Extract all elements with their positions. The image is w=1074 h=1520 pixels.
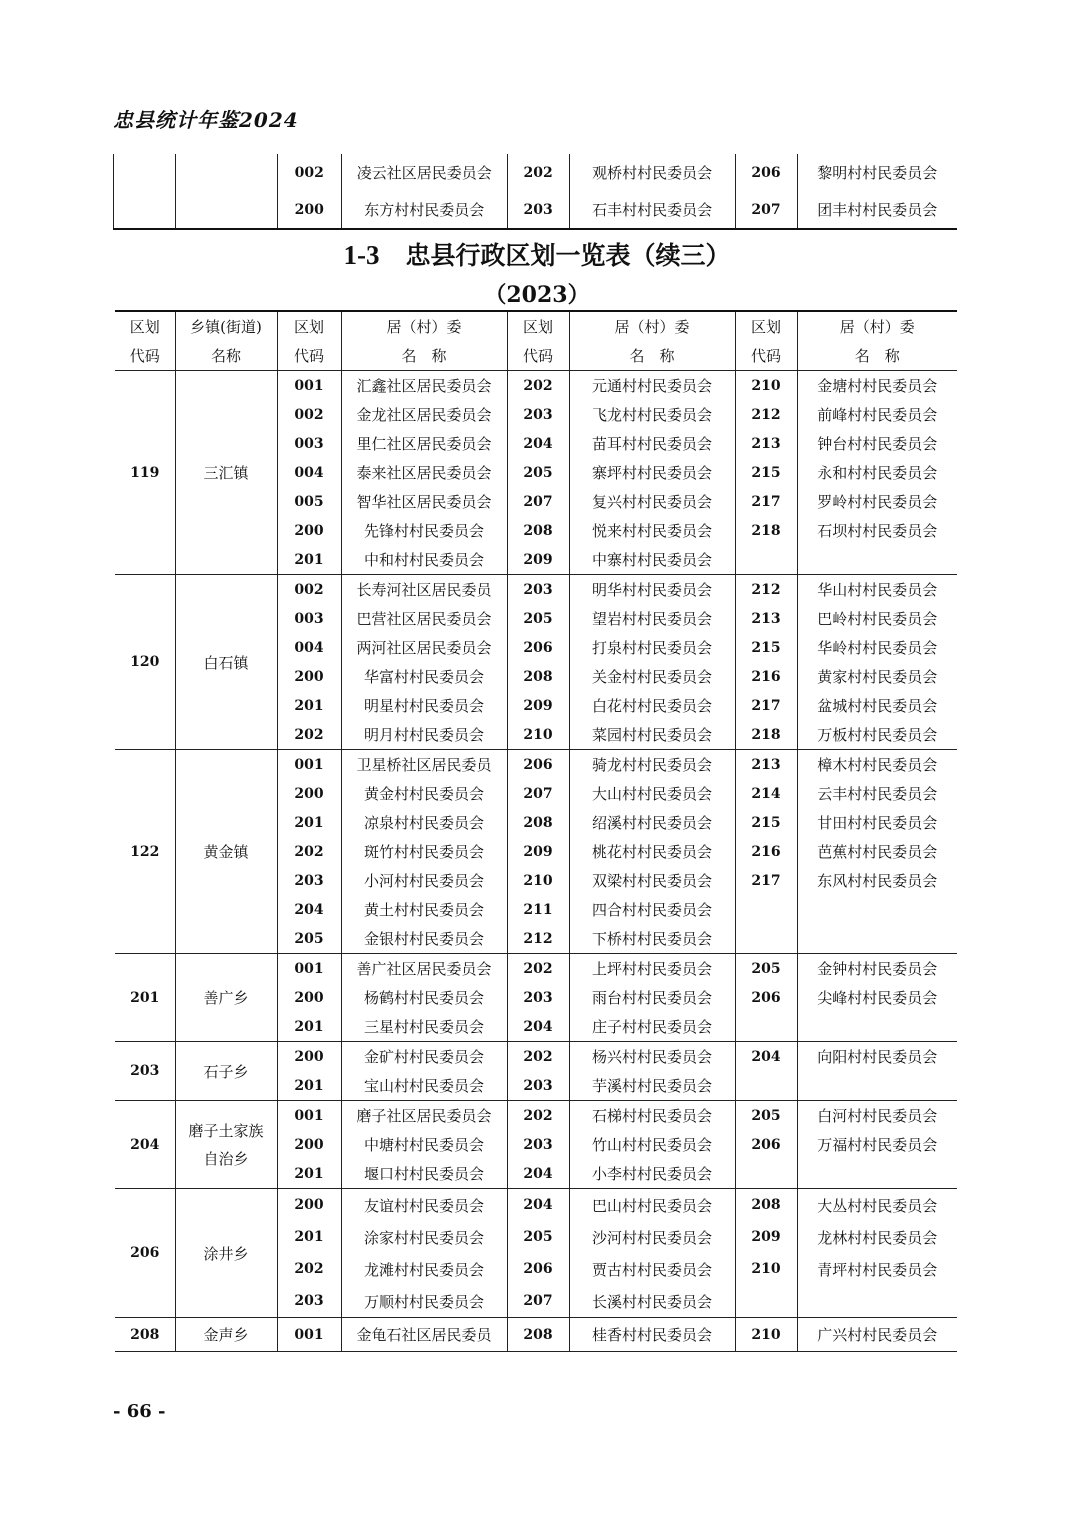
division-code-cell: 206 — [507, 750, 569, 780]
committee-name-cell: 东方村村民委员会 — [341, 191, 507, 229]
division-code-cell: 203 — [277, 1285, 341, 1318]
header-cell: 代码 — [735, 340, 797, 371]
division-code-cell: 001 — [277, 750, 341, 780]
division-code-cell: 210 — [735, 1253, 797, 1285]
committee-name-cell: 里仁社区居民委员会 — [341, 429, 507, 458]
division-code-cell: 209 — [507, 691, 569, 720]
division-code-cell: 202 — [507, 1101, 569, 1131]
committee-name-cell: 杨鹤村村民委员会 — [341, 983, 507, 1012]
committee-name-cell: 明月村村民委员会 — [341, 720, 507, 750]
committee-name-cell: 龙林村村民委员会 — [797, 1221, 957, 1253]
division-code-cell: 201 — [277, 545, 341, 575]
division-code-cell: 206 — [735, 983, 797, 1012]
division-code-cell: 205 — [277, 924, 341, 954]
header-cell: 区划 — [735, 311, 797, 340]
committee-name-cell: 关金村村民委员会 — [569, 662, 735, 691]
table-row — [114, 154, 958, 191]
header-cell: 居（村）委 — [341, 311, 507, 340]
header-cell: 区划 — [129, 317, 160, 336]
header-cell: 区划 — [277, 311, 341, 340]
committee-name-cell: 黎明村村民委员会 — [797, 154, 957, 191]
division-code-cell: 205 — [507, 1221, 569, 1253]
division-code-cell: 003 — [277, 429, 341, 458]
division-code-cell: 202 — [507, 954, 569, 984]
division-code-cell: 200 — [277, 1189, 341, 1222]
committee-name-cell: 斑竹村村民委员会 — [341, 837, 507, 866]
committee-name-cell: 明星村村民委员会 — [341, 691, 507, 720]
committee-name-cell — [797, 545, 957, 575]
committee-name-cell: 三星村村民委员会 — [341, 1012, 507, 1042]
header-row-2 — [115, 340, 957, 371]
division-code-cell: 208 — [507, 808, 569, 837]
division-code-cell: 002 — [277, 154, 341, 191]
township-code-cell: 208 — [115, 1318, 175, 1352]
division-code-cell: 212 — [735, 575, 797, 605]
division-code-cell: 208 — [735, 1189, 797, 1222]
division-code-cell: 209 — [735, 1221, 797, 1253]
division-code-cell: 001 — [277, 1101, 341, 1131]
division-table — [115, 310, 957, 1352]
division-code-cell — [735, 924, 797, 954]
committee-name-cell: 智华社区居民委员会 — [341, 487, 507, 516]
committee-name-cell: 庄子村村民委员会 — [569, 1012, 735, 1042]
township-code-cell: 204 — [115, 1101, 175, 1189]
division-code-cell: 203 — [507, 983, 569, 1012]
division-code-cell: 207 — [507, 1285, 569, 1318]
committee-name-cell: 复兴村村民委员会 — [569, 487, 735, 516]
division-code-cell: 204 — [507, 1159, 569, 1189]
division-code-cell: 211 — [507, 895, 569, 924]
committee-name-cell: 磨子社区居民委员会 — [341, 1101, 507, 1131]
committee-name-cell: 中塘村村民委员会 — [341, 1130, 507, 1159]
committee-name-cell: 善广社区居民委员会 — [341, 954, 507, 984]
division-code-cell: 212 — [507, 924, 569, 954]
division-code-cell: 001 — [277, 1318, 341, 1352]
division-code-cell: 204 — [507, 1012, 569, 1042]
committee-name-cell: 团丰村村民委员会 — [797, 191, 957, 229]
division-code-cell: 209 — [507, 837, 569, 866]
committee-name-cell: 望岩村村民委员会 — [569, 604, 735, 633]
division-code-cell: 213 — [735, 604, 797, 633]
committee-name-cell — [797, 1159, 957, 1189]
committee-name-cell: 黄家村村民委员会 — [797, 662, 957, 691]
committee-name-cell: 尖峰村村民委员会 — [797, 983, 957, 1012]
committee-name-cell: 桃花村村民委员会 — [569, 837, 735, 866]
header-cell: 名 称 — [797, 340, 957, 371]
committee-name-cell: 巴营社区居民委员会 — [341, 604, 507, 633]
committee-name-cell: 金矿村村民委员会 — [341, 1042, 507, 1072]
committee-name-cell: 寨坪村村民委员会 — [569, 458, 735, 487]
committee-name-cell: 雨台村村民委员会 — [569, 983, 735, 1012]
committee-name-cell: 友谊村村民委员会 — [341, 1189, 507, 1222]
header-cell: 乡镇(街道) — [175, 311, 277, 340]
table-row — [115, 1101, 957, 1131]
header-cell: 区划 — [507, 311, 569, 340]
division-code-cell: 203 — [507, 1130, 569, 1159]
committee-name-cell: 石坝村村民委员会 — [797, 516, 957, 545]
committee-name-cell: 骑龙村村民委员会 — [569, 750, 735, 780]
division-code-cell: 217 — [735, 866, 797, 895]
committee-name-cell — [797, 1012, 957, 1042]
division-code-cell: 200 — [277, 1130, 341, 1159]
township-code-cell: 201 — [115, 954, 175, 1042]
committee-name-cell: 金龟石社区居民委员 — [341, 1318, 507, 1352]
committee-name-cell: 桂香村村民委员会 — [569, 1318, 735, 1352]
table-year: （2023） — [484, 282, 590, 308]
header-cell: 名称 — [175, 340, 277, 371]
division-code-cell: 209 — [507, 545, 569, 575]
division-code-cell: 202 — [507, 1042, 569, 1072]
header-cell: 代码 — [129, 346, 160, 365]
division-code-cell: 204 — [507, 429, 569, 458]
township-name-cell — [175, 1101, 277, 1189]
township-code-cell: 203 — [115, 1042, 175, 1101]
committee-name-cell: 永和村村民委员会 — [797, 458, 957, 487]
committee-name-cell: 万福村村民委员会 — [797, 1130, 957, 1159]
division-code-cell: 001 — [277, 371, 341, 401]
division-code-cell: 205 — [507, 604, 569, 633]
committee-name-cell: 飞龙村村民委员会 — [569, 400, 735, 429]
division-code-cell: 210 — [735, 1318, 797, 1352]
division-code-cell: 208 — [507, 1318, 569, 1352]
division-code-cell: 002 — [277, 400, 341, 429]
township-name-cell: 金声乡 — [175, 1318, 277, 1352]
division-code-cell: 201 — [277, 1221, 341, 1253]
division-code-cell: 204 — [507, 1189, 569, 1222]
division-code-cell: 202 — [507, 154, 569, 191]
division-code-cell: 203 — [507, 575, 569, 605]
empty-code-cell — [114, 154, 176, 229]
committee-name-cell: 樟木村村民委员会 — [797, 750, 957, 780]
committee-name-cell: 凌云社区居民委员会 — [341, 154, 507, 191]
committee-name-cell: 上坪村村民委员会 — [569, 954, 735, 984]
committee-name-cell: 黄金村村民委员会 — [341, 779, 507, 808]
committee-name-cell: 长寿河社区居民委员 — [341, 575, 507, 605]
division-code-cell: 201 — [277, 691, 341, 720]
division-code-cell: 201 — [277, 808, 341, 837]
committee-name-cell: 卫星桥社区居民委员 — [341, 750, 507, 780]
committee-name-cell: 广兴村村民委员会 — [797, 1318, 957, 1352]
header-cell: 代码 — [277, 340, 341, 371]
township-name-cell: 黄金镇 — [175, 750, 277, 954]
committee-name-cell: 大丛村村民委员会 — [797, 1189, 957, 1222]
division-code-cell: 200 — [277, 516, 341, 545]
division-code-cell: 210 — [507, 866, 569, 895]
committee-name-cell: 凉泉村村民委员会 — [341, 808, 507, 837]
division-code-cell: 202 — [277, 720, 341, 750]
committee-name-cell: 盆城村村民委员会 — [797, 691, 957, 720]
committee-name-cell: 向阳村村民委员会 — [797, 1042, 957, 1072]
division-code-cell: 207 — [507, 487, 569, 516]
division-code-cell: 003 — [277, 604, 341, 633]
division-code-cell: 200 — [277, 191, 341, 229]
committee-name-cell: 东风村村民委员会 — [797, 866, 957, 895]
table-title-text: 忠县行政区划一览表（续三） — [405, 241, 731, 270]
division-code-cell: 210 — [735, 371, 797, 401]
committee-name-cell: 中寨村村民委员会 — [569, 545, 735, 575]
division-code-cell: 201 — [277, 1159, 341, 1189]
division-code-cell: 215 — [735, 808, 797, 837]
committee-name-cell: 两河社区居民委员会 — [341, 633, 507, 662]
township-name-cell: 石子乡 — [175, 1042, 277, 1101]
committee-name-cell: 贾古村村民委员会 — [569, 1253, 735, 1285]
committee-name-cell: 大山村村民委员会 — [569, 779, 735, 808]
committee-name-cell: 万板村村民委员会 — [797, 720, 957, 750]
division-code-cell — [735, 1012, 797, 1042]
division-code-cell: 213 — [735, 750, 797, 780]
division-code-cell: 210 — [507, 720, 569, 750]
division-code-cell: 217 — [735, 691, 797, 720]
header-cell: 居（村）委 — [797, 311, 957, 340]
committee-name-cell: 菜园村村民委员会 — [569, 720, 735, 750]
committee-name-cell — [797, 895, 957, 924]
table-row — [115, 1318, 957, 1352]
committee-name-cell: 华岭村村民委员会 — [797, 633, 957, 662]
table-row — [115, 1042, 957, 1072]
empty-name-cell — [175, 154, 277, 229]
committee-name-cell — [797, 1071, 957, 1101]
committee-name-cell: 打泉村村民委员会 — [569, 633, 735, 662]
committee-name-cell: 苗耳村村民委员会 — [569, 429, 735, 458]
page-number: - 66 - — [113, 1401, 166, 1422]
header-cell: 名 称 — [341, 340, 507, 371]
division-code-cell — [735, 1071, 797, 1101]
committee-name-cell: 堰口村村民委员会 — [341, 1159, 507, 1189]
division-code-cell: 200 — [277, 1042, 341, 1072]
table-row — [115, 575, 957, 605]
committee-name-cell: 竹山村村民委员会 — [569, 1130, 735, 1159]
committee-name-cell: 芭蕉村村民委员会 — [797, 837, 957, 866]
committee-name-cell: 绍溪村村民委员会 — [569, 808, 735, 837]
committee-name-cell: 巴山村村民委员会 — [569, 1189, 735, 1222]
division-code-cell: 202 — [507, 371, 569, 401]
committee-name-cell: 汇鑫社区居民委员会 — [341, 371, 507, 401]
division-code-cell — [735, 1159, 797, 1189]
division-code-cell: 207 — [507, 779, 569, 808]
division-code-cell — [735, 545, 797, 575]
division-code-cell: 204 — [735, 1042, 797, 1072]
committee-name-cell: 前峰村村民委员会 — [797, 400, 957, 429]
township-code-cell: 122 — [115, 750, 175, 954]
committee-name-cell — [797, 1285, 957, 1318]
committee-name-cell: 金龙社区居民委员会 — [341, 400, 507, 429]
committee-name-cell: 杨兴村村民委员会 — [569, 1042, 735, 1072]
committee-name-cell: 悦来村村民委员会 — [569, 516, 735, 545]
township-name-cell: 三汇镇 — [175, 371, 277, 575]
division-code-cell: 206 — [507, 1253, 569, 1285]
committee-name-cell: 石梯村村民委员会 — [569, 1101, 735, 1131]
committee-name-cell: 元通村村民委员会 — [569, 371, 735, 401]
header-cell: 代码 — [507, 340, 569, 371]
committee-name-cell: 万顺村村民委员会 — [341, 1285, 507, 1318]
header-cell: 居（村）委 — [569, 311, 735, 340]
committee-name-cell: 石丰村村民委员会 — [569, 191, 735, 229]
division-code-cell: 205 — [507, 458, 569, 487]
committee-name-cell: 小河村村民委员会 — [341, 866, 507, 895]
committee-name-cell: 云丰村村民委员会 — [797, 779, 957, 808]
committee-name-cell: 小李村村民委员会 — [569, 1159, 735, 1189]
committee-name-cell: 钟台村村民委员会 — [797, 429, 957, 458]
committee-name-cell: 芋溪村村民委员会 — [569, 1071, 735, 1101]
division-code-cell: 205 — [735, 1101, 797, 1131]
table-title — [0, 236, 1074, 272]
township-code-cell: 206 — [115, 1189, 175, 1318]
committee-name-cell: 明华村村民委员会 — [569, 575, 735, 605]
committee-name-cell: 中和村村民委员会 — [341, 545, 507, 575]
committee-name-cell: 巴岭村村民委员会 — [797, 604, 957, 633]
division-code-cell: 203 — [507, 400, 569, 429]
division-code-cell: 201 — [277, 1012, 341, 1042]
division-code-cell: 001 — [277, 954, 341, 984]
committee-name-cell: 龙滩村村民委员会 — [341, 1253, 507, 1285]
table-row — [115, 371, 957, 401]
division-code-cell: 216 — [735, 662, 797, 691]
running-head: 忠县统计年鉴2024 — [113, 108, 299, 132]
township-name-cell: 善广乡 — [175, 954, 277, 1042]
division-code-cell: 215 — [735, 633, 797, 662]
division-code-cell: 200 — [277, 983, 341, 1012]
committee-name-cell: 双梁村村民委员会 — [569, 866, 735, 895]
division-code-cell: 206 — [735, 154, 797, 191]
division-code-cell: 200 — [277, 779, 341, 808]
committee-name-cell: 白花村村民委员会 — [569, 691, 735, 720]
committee-name-cell — [797, 924, 957, 954]
committee-name-cell: 宝山村村民委员会 — [341, 1071, 507, 1101]
township-name-cell: 白石镇 — [175, 575, 277, 750]
township-name-line: 自治乡 — [203, 1149, 249, 1168]
committee-name-cell: 黄土村村民委员会 — [341, 895, 507, 924]
division-code-cell: 216 — [735, 837, 797, 866]
division-code-cell: 206 — [507, 633, 569, 662]
division-code-cell: 218 — [735, 516, 797, 545]
committee-name-cell: 青坪村村民委员会 — [797, 1253, 957, 1285]
committee-name-cell: 罗岭村村民委员会 — [797, 487, 957, 516]
division-code-cell: 203 — [507, 1071, 569, 1101]
division-code-cell: 203 — [507, 191, 569, 229]
division-code-cell: 202 — [277, 1253, 341, 1285]
division-code-cell: 004 — [277, 633, 341, 662]
committee-name-cell: 泰来社区居民委员会 — [341, 458, 507, 487]
continued-table — [113, 154, 957, 230]
division-code-cell: 207 — [735, 191, 797, 229]
committee-name-cell: 四合村村民委员会 — [569, 895, 735, 924]
committee-name-cell: 长溪村村民委员会 — [569, 1285, 735, 1318]
committee-name-cell: 金钟村村民委员会 — [797, 954, 957, 984]
division-code-cell: 212 — [735, 400, 797, 429]
division-code-cell: 203 — [277, 866, 341, 895]
division-code-cell: 208 — [507, 516, 569, 545]
committee-name-cell: 华富村村民委员会 — [341, 662, 507, 691]
committee-name-cell: 金塘村村民委员会 — [797, 371, 957, 401]
division-code-cell: 201 — [277, 1071, 341, 1101]
committee-name-cell: 华山村村民委员会 — [797, 575, 957, 605]
division-code-cell: 202 — [277, 837, 341, 866]
division-code-cell: 213 — [735, 429, 797, 458]
header-cell: 名 称 — [569, 340, 735, 371]
table-row — [115, 1189, 957, 1222]
table-row — [115, 954, 957, 984]
table-row — [115, 750, 957, 780]
division-code-cell: 004 — [277, 458, 341, 487]
committee-name-cell: 下桥村村民委员会 — [569, 924, 735, 954]
division-code-cell: 206 — [735, 1130, 797, 1159]
committee-name-cell: 涂家村村民委员会 — [341, 1221, 507, 1253]
committee-name-cell: 金银村村民委员会 — [341, 924, 507, 954]
division-code-cell: 200 — [277, 662, 341, 691]
committee-name-cell: 观桥村村民委员会 — [569, 154, 735, 191]
division-code-cell — [735, 1285, 797, 1318]
division-code-cell: 215 — [735, 458, 797, 487]
division-code-cell: 204 — [277, 895, 341, 924]
township-code-cell: 119 — [115, 371, 175, 575]
township-name-line: 磨子土家族 — [188, 1121, 264, 1140]
committee-name-cell: 沙河村村民委员会 — [569, 1221, 735, 1253]
division-code-cell: 217 — [735, 487, 797, 516]
committee-name-cell: 白河村村民委员会 — [797, 1101, 957, 1131]
header-row-1 — [115, 311, 957, 340]
division-code-cell — [735, 895, 797, 924]
table-number: 1-3 — [343, 240, 380, 270]
township-code-cell: 120 — [115, 575, 175, 750]
division-code-cell: 002 — [277, 575, 341, 605]
committee-name-cell: 甘田村村民委员会 — [797, 808, 957, 837]
division-code-cell: 218 — [735, 720, 797, 750]
division-code-cell: 214 — [735, 779, 797, 808]
committee-name-cell: 先锋村村民委员会 — [341, 516, 507, 545]
division-code-cell: 208 — [507, 662, 569, 691]
division-code-cell: 005 — [277, 487, 341, 516]
division-code-cell: 205 — [735, 954, 797, 984]
township-name-cell: 涂井乡 — [175, 1189, 277, 1318]
